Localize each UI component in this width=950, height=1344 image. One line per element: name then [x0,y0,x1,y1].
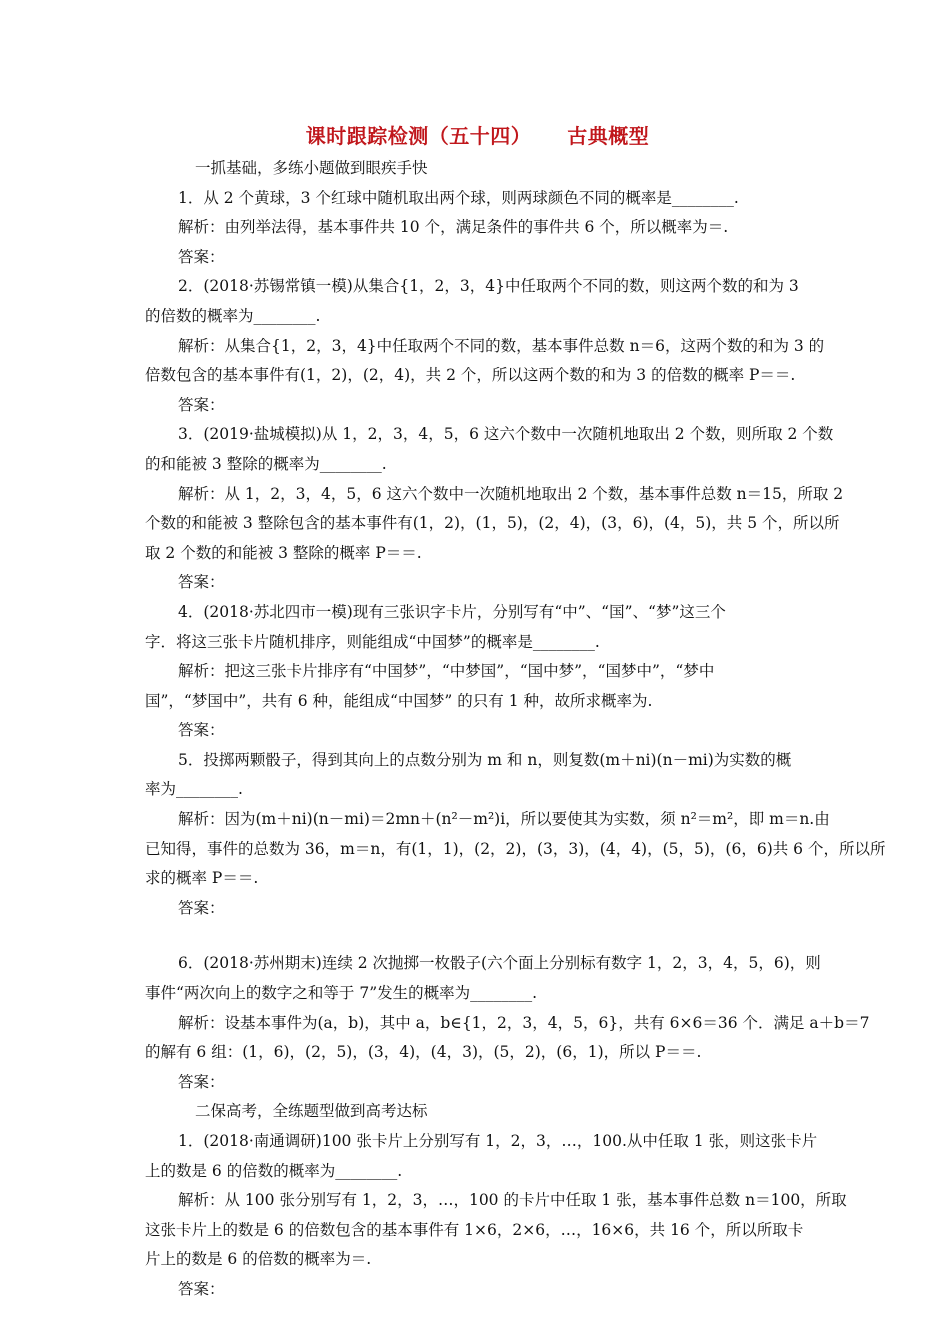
q4-analysis-line1: 解析：把这三张卡片排序有“中国梦”，“中梦国”，“国中梦”，“国梦中”，“梦中 [178,662,715,681]
title-main: 课时跟踪检测（五十四） [305,124,532,148]
p1-analysis-line3: 片上的数是 6 的倍数的概率为＝. [145,1250,372,1269]
p1-question-line1: 1．(2018·南通调研)100 张卡片上分别写有 1，2，3，…，100.从中任取 1 张，则这张卡片 [178,1132,818,1150]
q6-answer: 答案： [178,1072,225,1091]
q5-answer: 答案： [178,898,225,917]
q5-question-line1: 5．投掷两颗骰子，得到其向上的点数分别为 m 和 n，则复数(m＋ni)(n－mi)为实数的概 [178,750,792,769]
q6-question-line2: 事件“两次向上的数字之和等于 7”发生的概率为________. [145,984,538,1003]
q3-question-line1: 3．(2019·盐城模拟)从 1，2，3，4，5，6 这六个数中一次随机地取出 2 个数，则所取 2 个数 [178,425,834,444]
q1-question: 1．从 2 个黄球，3 个红球中随机取出两个球，则两球颜色不同的概率是________. [178,188,739,207]
section-heading-2: 二保高考，全练题型做到高考达标 [195,1102,428,1121]
p1-question-line2: 上的数是 6 的倍数的概率为________. [145,1161,403,1180]
q2-analysis-line2: 倍数包含的基本事件有(1，2)，(2，4)，共 2 个，所以这两个数的和为 3 的倍数的概率 P＝＝. [145,366,796,385]
blank-gap [145,923,810,949]
q1-answer: 答案： [178,247,225,266]
q4-answer: 答案： [178,721,225,740]
q2-question-line1: 2．(2018·苏锡常镇一模)从集合{1，2，3，4}中任取两个不同的数，则这两个数的和为 3 [178,277,799,296]
q6-question-line1: 6．(2018·苏州期末)连续 2 次抛掷一枚骰子(六个面上分别标有数字 1，2，3，4，5，6)，则 [178,954,821,973]
section-heading-1: 一抓基础，多练小题做到眼疾手快 [195,159,428,177]
document-title [145,118,810,154]
q3-answer: 答案： [178,573,225,592]
document-page [145,118,886,1305]
q5-analysis-line2: 已知得，事件的总数为 36，m＝n，有(1，1)，(2，2)，(3，3)，(4，4)，(5，5)，(6，6)共 6 个，所以所 [145,839,886,858]
p1-answer: 答案： [178,1279,225,1298]
q5-analysis-line3: 求的概率 P＝＝. [145,869,259,888]
q3-analysis-line2: 个数的和能被 3 整除包含的基本事件有(1，2)，(1，5)，(2，4)，(3，6)，(4，5)，共 5 个，所以所 [145,514,840,533]
q4-analysis-line2: 国”，“梦国中”，共有 6 种，能组成“中国梦” 的只有 1 种，故所求概率为. [145,691,653,710]
q6-analysis-line1: 解析：设基本事件为(a，b)，其中 a，b∈{1，2，3，4，5，6}，共有 6×6＝36 个．满足 a＋b＝7 [178,1013,870,1032]
q2-question-line2: 的倍数的概率为________. [145,306,321,325]
q3-analysis-line1: 解析：从 1，2，3，4，5，6 这六个数中一次随机地取出 2 个数，基本事件总数 n＝15，所取 2 [178,484,844,503]
q2-analysis-line1: 解析：从集合{1，2，3，4}中任取两个不同的数，基本事件总数 n＝6，这两个数的和为 3 的 [178,336,825,355]
q4-question-line2: 字．将这三张卡片随机排序，则能组成“中国梦”的概率是________. [145,632,600,651]
q6-analysis-line2: 的解有 6 组：(1，6)，(2，5)，(3，4)，(4，3)，(5，2)，(6，1)，所以 P＝＝. [145,1043,702,1062]
q1-analysis: 解析：由列举法得，基本事件共 10 个，满足条件的事件共 6 个，所以概率为＝. [178,218,729,237]
q2-answer: 答案： [178,395,225,414]
p1-analysis-line1: 解析：从 100 张分别写有 1，2，3，…，100 的卡片中任取 1 张，基本事件总数 n＝100，所取 [178,1191,847,1210]
q4-question-line1: 4．(2018·苏北四市一模)现有三张识字卡片，分别写有“中”、“国”、“梦”这三个 [178,602,726,621]
q5-analysis-line1: 解析：因为(m＋ni)(n－mi)＝2mn＋(n²－m²)i，所以要使其为实数，须 n²＝m²，即 m＝n.由 [178,810,830,829]
q3-question-line2: 的和能被 3 整除的概率为________. [145,454,387,473]
title-sub: 古典概型 [567,124,650,148]
p1-analysis-line2: 这张卡片上的数是 6 的倍数包含的基本事件有 1×6，2×6，…，16×6，共 16 个，所以所取卡 [145,1220,804,1239]
q5-question-line2: 率为________. [145,780,243,799]
q3-analysis-line3: 取 2 个数的和能被 3 整除的概率 P＝＝. [145,543,422,562]
